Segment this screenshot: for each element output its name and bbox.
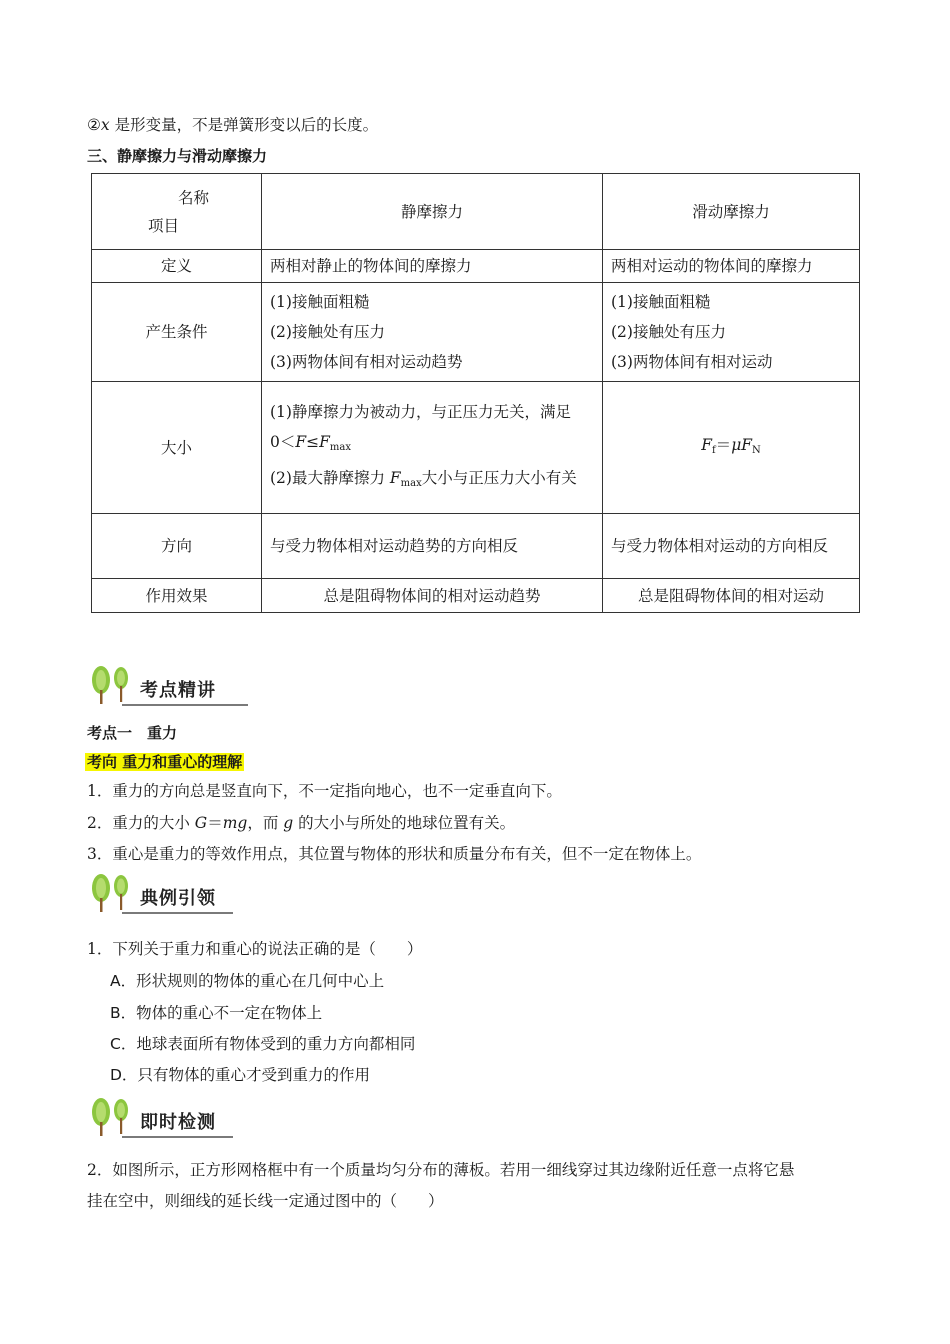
- kaodian-heading: 考点一 重力: [87, 724, 178, 742]
- row-label: 方向: [92, 514, 262, 579]
- cell-sliding: 总是阻碍物体间的相对运动: [603, 579, 860, 613]
- badge-title: 即时检测: [140, 1112, 216, 1133]
- table-row-direction: [92, 514, 860, 579]
- kaoxiang-heading: 考向 重力和重心的理解: [87, 753, 243, 771]
- question-2-line-2: 挂在空中，则细线的延长线一定通过图中的（ ）: [87, 1192, 444, 1210]
- question-1-stem: 1．下列关于重力和重心的说法正确的是（ ）: [87, 940, 423, 958]
- row-label: 作用效果: [92, 579, 262, 613]
- condition-line: (2)接触处有压力: [270, 323, 385, 341]
- cell-static: 与受力物体相对运动趋势的方向相反: [262, 514, 603, 579]
- point-1: 1．重力的方向总是竖直向下，不一定指向地心，也不一定垂直向下。: [87, 782, 562, 800]
- row-label: 定义: [92, 250, 262, 283]
- cell-sliding: 与受力物体相对运动的方向相反: [603, 514, 860, 579]
- badge-title: 考点精讲: [140, 680, 216, 701]
- point-3: 3．重心是重力的等效作用点，其位置与物体的形状和质量分布有关，但不一定在物体上。: [87, 845, 702, 863]
- question-1-option-c: C．地球表面所有物体受到的重力方向都相同: [110, 1035, 416, 1053]
- header-static-friction: 静摩擦力: [262, 174, 603, 250]
- magnitude-line-2: $0<F\le F_{max}$: [270, 432, 351, 453]
- header-item-label: 项目: [148, 216, 180, 235]
- header-sliding-friction: 滑动摩擦力: [603, 174, 860, 250]
- table-row-definition: [92, 250, 860, 283]
- badge-underline: [122, 912, 233, 914]
- question-2-line-1: 2．如图所示，正方形网格框中有一个质量均匀分布的薄板。若用一细线穿过其边缘附近任意一点将它悬: [87, 1161, 795, 1179]
- point-2: 2．重力的大小 G＝mg，而 g 的大小与所处的地球位置有关。: [87, 814, 516, 832]
- condition-line: (2)接触处有压力: [611, 323, 726, 341]
- table-header-row: [92, 174, 860, 250]
- cell-sliding: [603, 283, 860, 382]
- question-1-option-d: D．只有物体的重心才受到重力的作用: [110, 1066, 370, 1084]
- row-label: 大小: [92, 382, 262, 514]
- section-badge-kaodian: [88, 664, 248, 710]
- tree-icon: [88, 664, 134, 706]
- condition-line: (3)两物体间有相对运动: [611, 353, 773, 371]
- badge-underline: [122, 1136, 233, 1138]
- badge-underline: [122, 704, 248, 706]
- cell-static: [262, 283, 603, 382]
- header-name-label: 名称: [178, 188, 210, 207]
- section-badge-jishi: [88, 1096, 233, 1142]
- cell-static: [262, 382, 603, 514]
- condition-line: (1)接触面粗糙: [611, 293, 711, 311]
- table-row-magnitude: [92, 382, 860, 514]
- cell-static: 两相对静止的物体间的摩擦力: [262, 250, 603, 283]
- question-1-option-a: A．形状规则的物体的重心在几何中心上: [110, 972, 385, 990]
- magnitude-line-1: (1)静摩擦力为被动力，与正压力无关，满足: [270, 402, 571, 421]
- tree-icon: [88, 1096, 134, 1138]
- row-label: 产生条件: [92, 283, 262, 382]
- question-1-option-b: B．物体的重心不一定在物体上: [110, 1004, 323, 1022]
- condition-line: (1)接触面粗糙: [270, 293, 370, 311]
- tree-icon: [88, 872, 134, 914]
- table-row-effect: [92, 579, 860, 613]
- cell-sliding: 两相对运动的物体间的摩擦力: [603, 250, 860, 283]
- header-corner-cell: [92, 174, 262, 250]
- note-line: ②x 是形变量，不是弹簧形变以后的长度。: [87, 116, 379, 134]
- table-row-condition: [92, 283, 860, 382]
- cell-static: 总是阻碍物体间的相对运动趋势: [262, 579, 603, 613]
- section-title: 三、静摩擦力与滑动摩擦力: [87, 147, 268, 165]
- badge-title: 典例引领: [140, 888, 216, 909]
- cell-sliding-formula: $F_f=\mu F_N$: [603, 382, 860, 514]
- section-badge-dianli: [88, 872, 233, 918]
- condition-line: (3)两物体间有相对运动趋势: [270, 353, 463, 371]
- magnitude-line-3: (2)最大静摩擦力 $F_{max}$大小与正压力大小有关: [270, 468, 577, 489]
- friction-comparison-table: [91, 173, 860, 613]
